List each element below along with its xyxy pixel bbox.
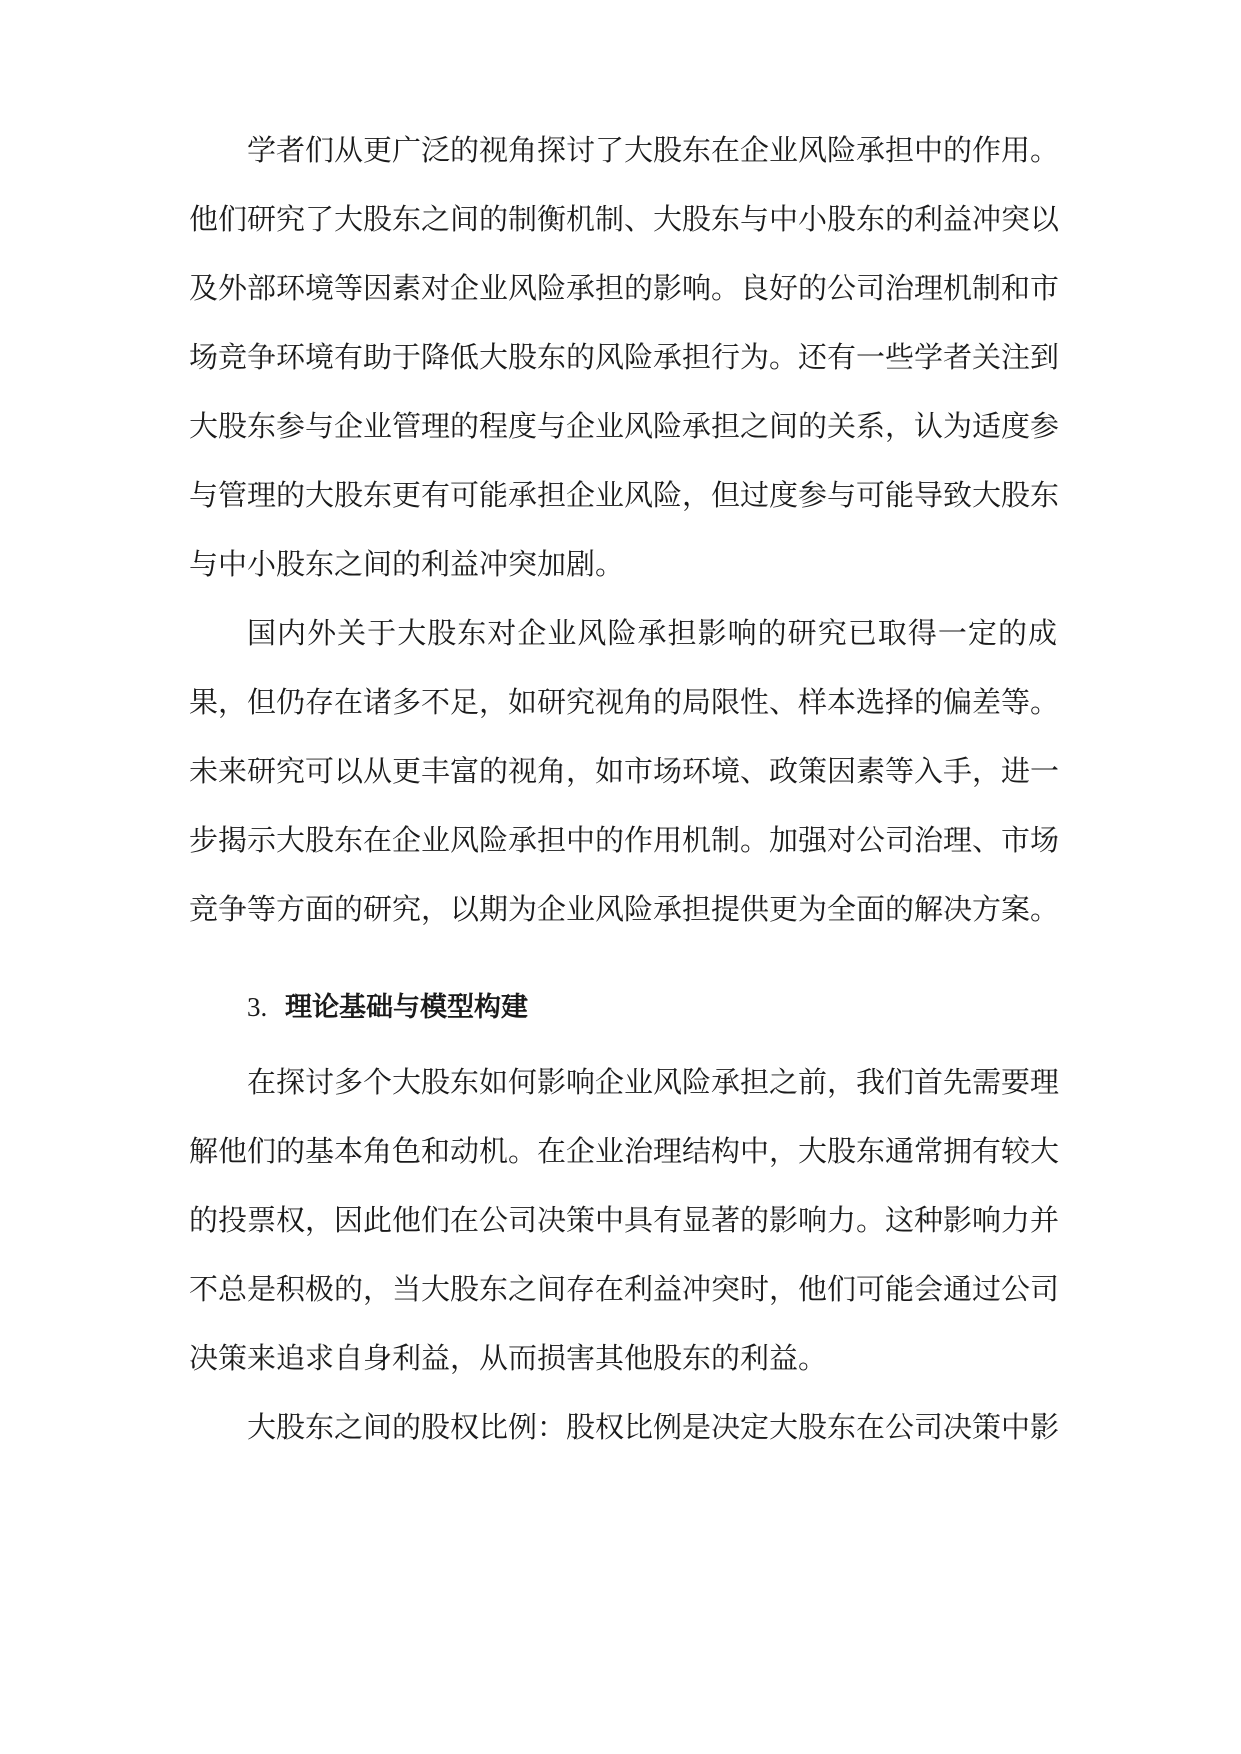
text-line: 果，但仍存在诸多不足，如研究视角的局限性、样本选择的偏差等。 <box>189 685 1060 719</box>
text-line: 国内外关于大股东对企业风险承担影响的研究已取得一定的成 <box>247 616 1057 650</box>
text-line: 及外部环境等因素对企业风险承担的影响。良好的公司治理机制和市 <box>189 271 1060 305</box>
text-line: 竞争等方面的研究，以期为企业风险承担提供更为全面的解决方案。 <box>189 892 1060 926</box>
text-line: 不总是积极的，当大股东之间存在利益冲突时，他们可能会通过公司 <box>189 1272 1060 1306</box>
text-line: 与中小股东之间的利益冲突加剧。 <box>189 547 625 581</box>
text-line: 学者们从更广泛的视角探讨了大股东在企业风险承担中的作用。 <box>247 133 1060 167</box>
text-line: 的投票权，因此他们在公司决策中具有显著的影响力。这种影响力并 <box>189 1203 1060 1237</box>
text-line: 在探讨多个大股东如何影响企业风险承担之前，我们首先需要理 <box>247 1065 1060 1099</box>
text-line: 解他们的基本角色和动机。在企业治理结构中，大股东通常拥有较大 <box>189 1134 1060 1168</box>
text-line: 他们研究了大股东之间的制衡机制、大股东与中小股东的利益冲突以 <box>189 202 1060 236</box>
text-line: 大股东参与企业管理的程度与企业风险承担之间的关系，认为适度参 <box>189 409 1060 443</box>
section-title: 理论基础与模型构建 <box>285 992 528 1023</box>
section-heading <box>247 985 528 1029</box>
section-number: 3. <box>247 992 268 1022</box>
text-line: 步揭示大股东在企业风险承担中的作用机制。加强对公司治理、市场 <box>189 823 1060 857</box>
text-line: 决策来追求自身利益，从而损害其他股东的利益。 <box>189 1341 828 1375</box>
text-line: 大股东之间的股权比例：股权比例是决定大股东在公司决策中影 <box>247 1410 1060 1444</box>
text-line: 与管理的大股东更有可能承担企业风险，但过度参与可能导致大股东 <box>189 478 1060 512</box>
text-line: 未来研究可以从更丰富的视角，如市场环境、政策因素等入手，进一 <box>189 754 1060 788</box>
text-line: 场竞争环境有助于降低大股东的风险承担行为。还有一些学者关注到 <box>189 340 1060 374</box>
